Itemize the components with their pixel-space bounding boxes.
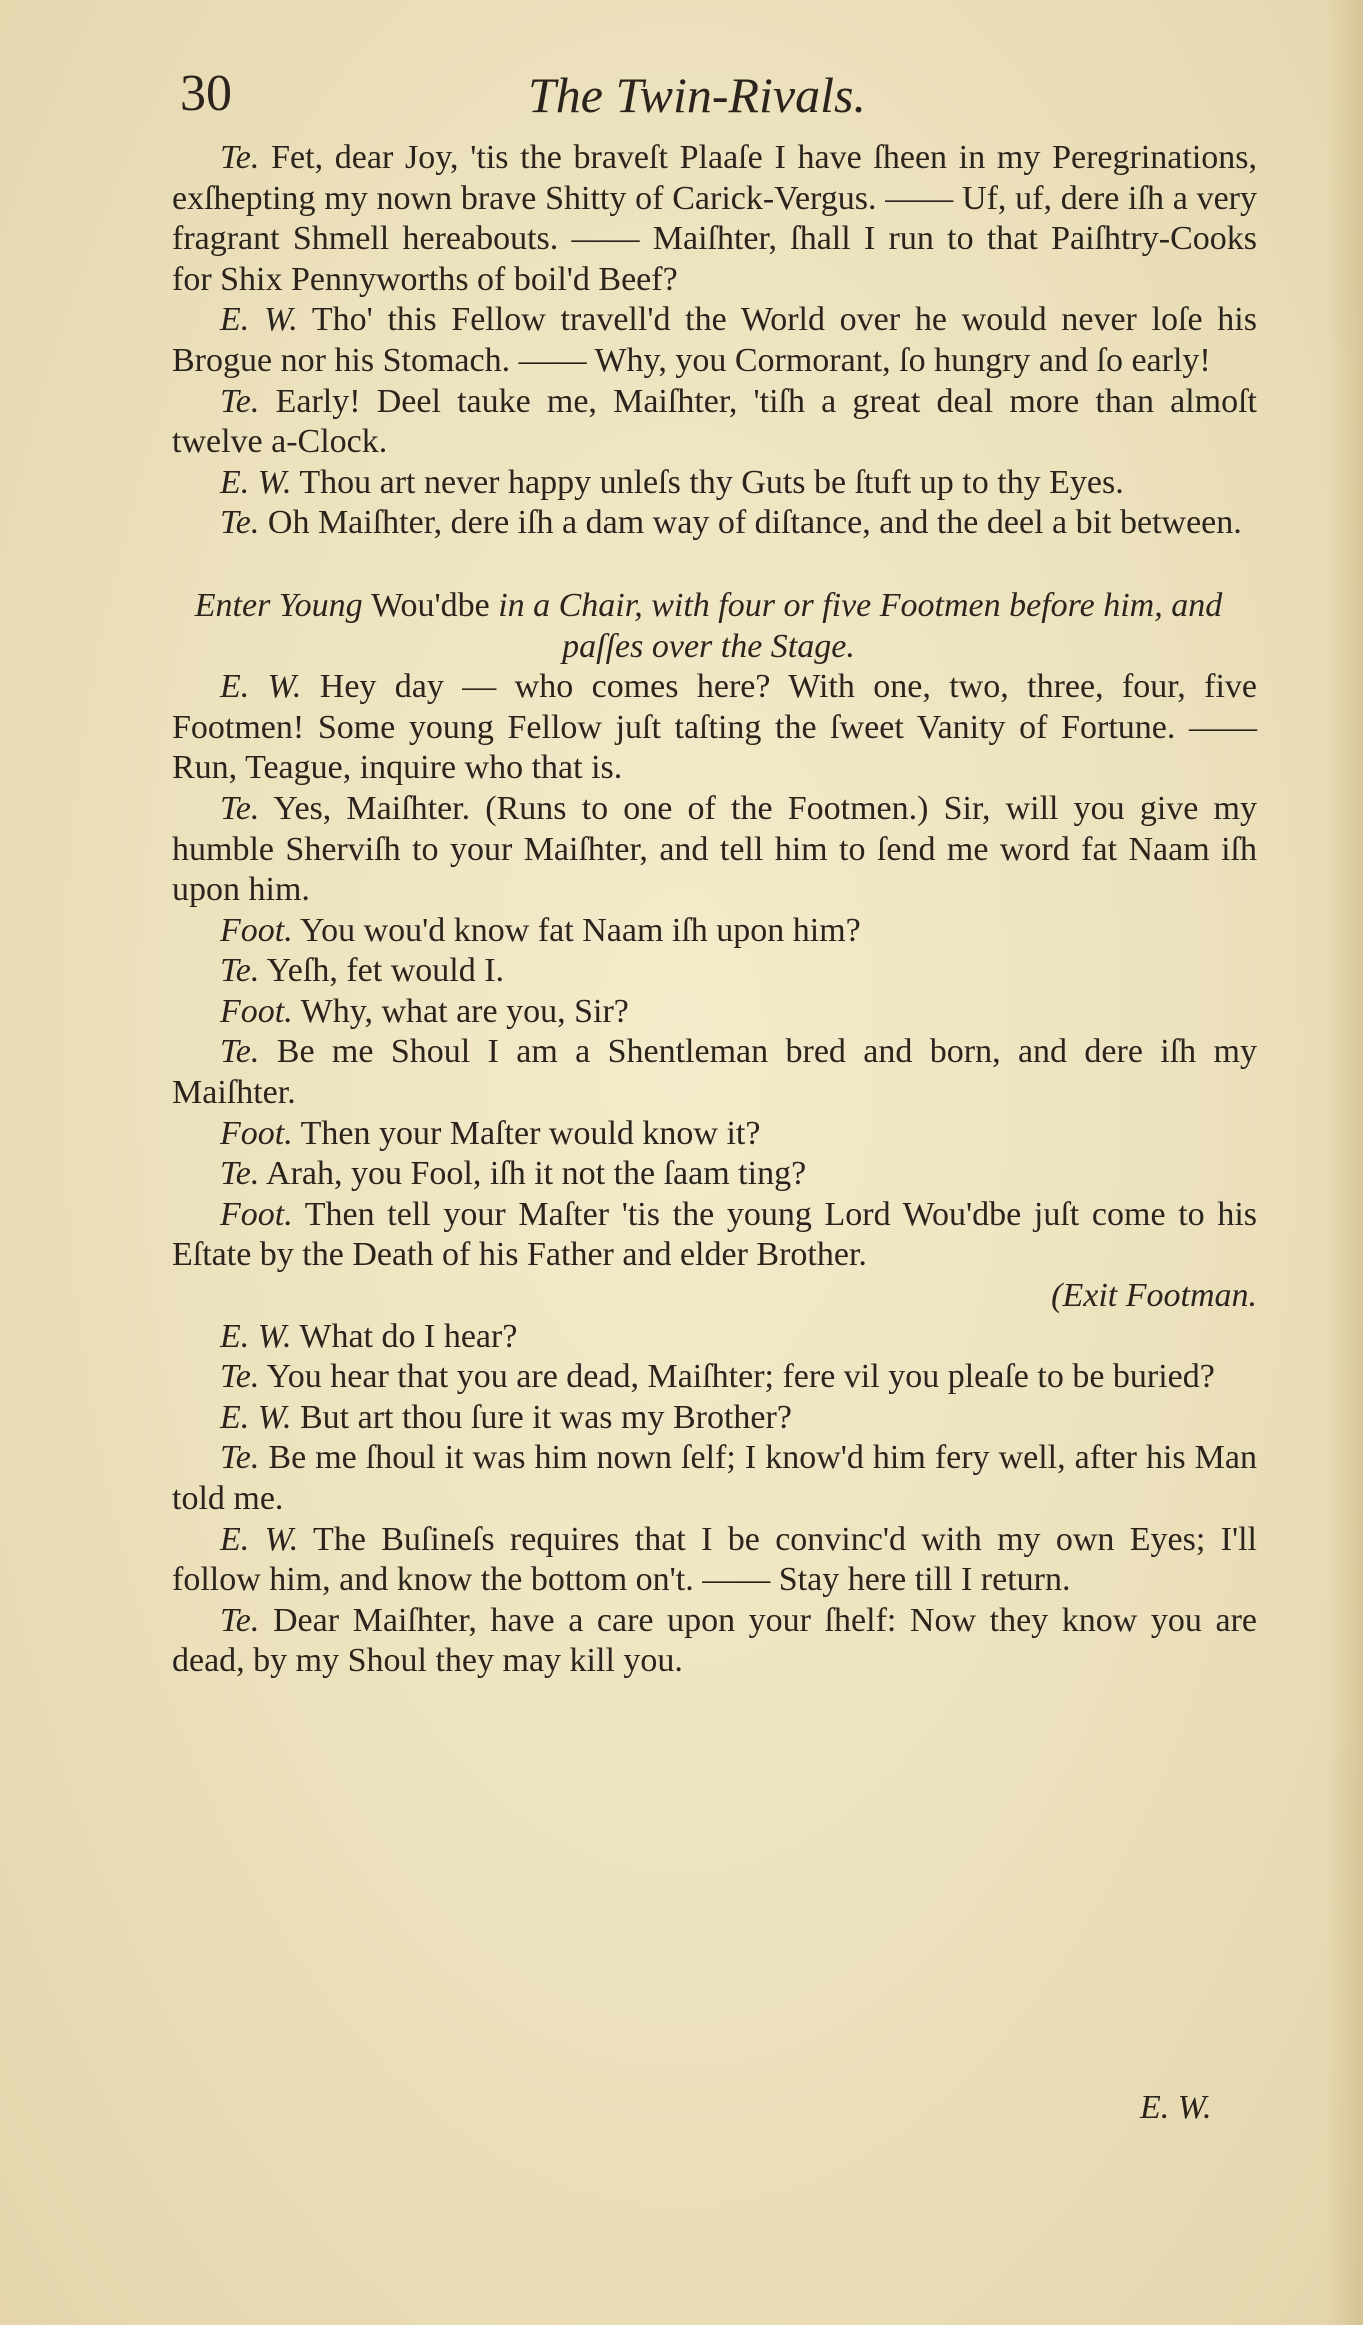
speech-text: But art thou ſure it was my Brother? bbox=[299, 1398, 792, 1436]
dialogue-passage-b bbox=[172, 667, 1257, 1276]
page-header bbox=[180, 62, 940, 132]
running-title: The Twin-Rivals. bbox=[528, 67, 866, 123]
speaker-name: Foot. bbox=[220, 992, 293, 1030]
speech bbox=[172, 1398, 1257, 1439]
speech-text: Be me Shoul I am a Shentleman bred and born, and dere iſh my Maiſhter. bbox=[172, 1033, 1257, 1112]
speech-text: Arah, you Fool, iſh it not the ſaam ting? bbox=[266, 1155, 807, 1193]
dialogue-passage-a bbox=[172, 138, 1257, 544]
speaker-name: Te. bbox=[220, 382, 260, 420]
play-text bbox=[172, 138, 1257, 1682]
speech bbox=[172, 300, 1257, 381]
speaker-name: Te. bbox=[220, 1155, 260, 1193]
speech bbox=[172, 463, 1257, 504]
speech bbox=[172, 992, 1257, 1033]
speaker-name: E. W. bbox=[220, 301, 298, 339]
speaker-name: Foot. bbox=[220, 1195, 293, 1233]
speech bbox=[172, 1032, 1257, 1113]
speech bbox=[172, 789, 1257, 911]
speech bbox=[172, 1357, 1257, 1398]
speech-text: Early! Deel tauke me, Maiſhter, 'tiſh a great deal more than almoſt twelve a-Clock. bbox=[172, 382, 1257, 461]
exit-direction-line bbox=[172, 1276, 1257, 1317]
speaker-name: Te. bbox=[220, 1601, 260, 1639]
speech-text: Fet, dear Joy, 'tis the braveſt Plaaſe I have ſheen in my Peregrinations, exſhepting my nown brave Shitty of Carick-Vergus. —— Uf, uf, dere iſh a very fragrant Shmell hereabouts. —— Maiſhter, ſhall I run to that Paiſhtry-Cooks for Shix Pennyworths of boil'd Beef? bbox=[172, 139, 1258, 298]
speech bbox=[172, 1520, 1257, 1601]
speech bbox=[172, 911, 1257, 952]
speech bbox=[172, 138, 1257, 300]
speech-text: Yeſh, fet would I. bbox=[266, 952, 505, 990]
speaker-name: Te. bbox=[220, 952, 260, 990]
speaker-name: E. W. bbox=[220, 1520, 299, 1558]
speaker-name: Foot. bbox=[220, 911, 293, 949]
speech bbox=[172, 1317, 1257, 1358]
speaker-name: E. W. bbox=[220, 463, 292, 501]
speech-text: Hey day — who comes here? With one, two, three, four, five Footmen! Some young Fellow juſt taſting the ſweet Vanity of Fortune. —— Run, Teague, inquire who that is. bbox=[172, 668, 1257, 787]
speaker-name: E. W. bbox=[220, 668, 302, 706]
speaker-name: E. W. bbox=[220, 1398, 292, 1436]
speech-text: What do I hear? bbox=[299, 1317, 518, 1355]
speech-text: The Buſineſs requires that I be convinc'd with my own Eyes; I'll follow him, and know the bottom on't. —— Stay here till I return. bbox=[172, 1520, 1257, 1599]
page-number: 30 bbox=[180, 65, 232, 122]
speaker-name: Te. bbox=[220, 139, 260, 176]
speaker-name: Te. bbox=[220, 1033, 260, 1071]
stage-direction-character: Wou'dbe bbox=[371, 586, 490, 624]
speech-text: Then tell your Maſter 'tis the young Lord Wou'dbe juſt come to his Eſtate by the Death of his Father and elder Brother. bbox=[172, 1195, 1257, 1274]
speaker-name: Te. bbox=[220, 504, 260, 542]
speaker-name: E. W. bbox=[220, 1317, 292, 1355]
speech bbox=[172, 667, 1257, 789]
catchword: E. W. bbox=[1140, 2089, 1212, 2126]
speech bbox=[172, 503, 1257, 544]
stage-direction-entrance bbox=[172, 586, 1257, 667]
speech bbox=[172, 1195, 1257, 1276]
stage-direction-prefix: Enter Young bbox=[194, 586, 363, 624]
speaker-name: Te. bbox=[220, 1358, 260, 1396]
speech bbox=[172, 1114, 1257, 1155]
speaker-name: Te. bbox=[220, 1439, 260, 1477]
speech-text: Thou art never happy unleſs thy Guts be ſtuft up to thy Eyes. bbox=[299, 463, 1124, 501]
speaker-name: Foot. bbox=[220, 1114, 293, 1152]
speech bbox=[172, 951, 1257, 992]
speech-text: Tho' this Fellow travell'd the World over he would never loſe his Brogue nor his Stomach. —— Why, you Cormorant, ſo hungry and ſo early! bbox=[172, 301, 1257, 379]
speaker-name: Te. bbox=[220, 789, 260, 827]
speech-text: You hear that you are dead, Maiſhter; fere vil you pleaſe to be buried? bbox=[266, 1358, 1215, 1396]
speech-text: You wou'd know fat Naam iſh upon him? bbox=[299, 911, 861, 949]
speech bbox=[172, 1438, 1257, 1519]
speech-text: Be me ſhoul it was him nown ſelf; I know'd him fery well, after his Man told me. bbox=[172, 1439, 1257, 1517]
speech-text: Why, what are you, Sir? bbox=[300, 992, 629, 1030]
speech bbox=[172, 382, 1257, 463]
speech-text: Oh Maiſhter, dere iſh a dam way of diſtance, and the deel a bit between. bbox=[267, 504, 1242, 542]
speech-text: Then your Maſter would know it? bbox=[300, 1114, 761, 1152]
speech bbox=[172, 1154, 1257, 1195]
speech-text: Dear Maiſhter, have a care upon your ſhelf: Now they know you are dead, by my Shoul they may kill you. bbox=[172, 1601, 1257, 1680]
speech bbox=[172, 1601, 1257, 1682]
stage-direction-rest: in a Chair, with four or five Footmen before him, and paſſes over the Stage. bbox=[498, 586, 1223, 665]
exit-direction: (Exit Footman. bbox=[1051, 1277, 1257, 1315]
speech-text: Yes, Maiſhter. (Runs to one of the Footmen.) Sir, will you give my humble Sherviſh to your Maiſhter, and tell him to ſend me word fat Naam iſh upon him. bbox=[172, 789, 1257, 909]
dialogue-passage-c bbox=[172, 1317, 1257, 1682]
